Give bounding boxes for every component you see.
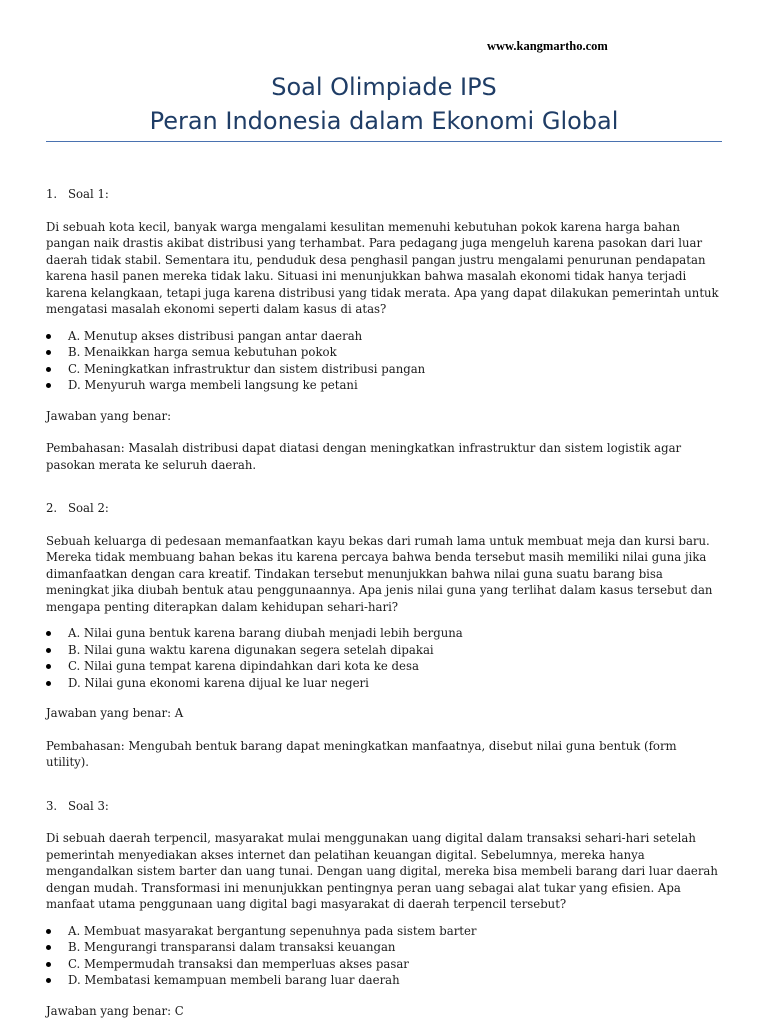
option-text: A. Membuat masyarakat bergantung sepenuhnya pada sistem barter (68, 923, 477, 938)
explanation: Pembahasan: Masalah distribusi dapat diatasi dengan meningkatkan infrastruktur dan sistem logistik agar pasokan merata ke seluruh daerah. (46, 441, 682, 472)
question-label: Soal 1: (68, 187, 109, 201)
option-list (46, 923, 722, 989)
bullet-icon (46, 631, 51, 636)
option-item (46, 377, 722, 394)
option-item (46, 658, 722, 675)
title-divider (46, 141, 722, 142)
option-item (46, 625, 722, 642)
option-text: B. Mengurangi transparansi dalam transaksi keuangan (68, 940, 396, 954)
bullet-icon (46, 367, 51, 372)
question-label: Soal 2: (68, 501, 109, 515)
bullet-icon (46, 383, 51, 388)
option-item (46, 956, 722, 973)
question-1 (46, 186, 722, 473)
option-text: D. Nilai guna ekonomi karena dijual ke luar negeri (68, 675, 369, 690)
option-text: A. Menutup akses distribusi pangan antar daerah (68, 328, 363, 343)
bullet-icon (46, 945, 51, 950)
question-text: Sebuah keluarga di pedesaan memanfaatkan kayu bekas dari rumah lama untuk membuat meja dan kursi baru. Mereka tidak membuang bahan bekas itu karena percaya bahwa benda tersebut masih memiliki nilai guna jika dimanfaatkan dengan cara kreatif. Tindakan tersebut menunjukkan bahwa nilai guna suatu barang bisa meningkat jika diubah bentuk atau penggunaannya. Apa jenis nilai guna yang terlihat dalam kasus tersebut dan mengapa penting diterapkan dalam kehidupan sehari-hari? (46, 533, 713, 614)
website-url: www.kangmartho.com (487, 39, 608, 53)
question-number: 1. (46, 187, 58, 201)
option-item (46, 361, 722, 378)
bullet-icon (46, 350, 51, 355)
question-heading (46, 798, 722, 815)
question-number: 2. (46, 501, 58, 515)
option-list (46, 625, 722, 691)
question-number: 3. (46, 798, 58, 813)
option-item (46, 328, 722, 345)
option-text: C. Mempermudah transaksi dan memperluas akses pasar (68, 956, 409, 971)
bullet-icon (46, 962, 51, 967)
bullet-icon (46, 929, 51, 934)
option-text: C. Meningkatkan infrastruktur dan sistem distribusi pangan (68, 361, 426, 376)
document-body (46, 186, 722, 1019)
question-3 (46, 798, 722, 1020)
option-text: D. Menyuruh warga membeli langsung ke petani (68, 378, 358, 392)
question-label: Soal 3: (68, 798, 109, 813)
question-heading (46, 500, 722, 517)
option-item (46, 972, 722, 989)
bullet-icon (46, 681, 51, 686)
answer-line: Jawaban yang benar: (46, 408, 172, 423)
title-line-2: Peran Indonesia dalam Ekonomi Global (149, 107, 619, 135)
answer-line: Jawaban yang benar: C (46, 1003, 184, 1018)
answer-line: Jawaban yang benar: A (46, 706, 184, 720)
bullet-icon (46, 648, 51, 653)
question-heading (46, 186, 722, 203)
option-list (46, 328, 722, 394)
option-item (46, 923, 722, 940)
question-2 (46, 500, 722, 771)
option-item (46, 675, 722, 692)
option-text: B. Nilai guna waktu karena digunakan segera setelah dipakai (68, 642, 434, 657)
bullet-icon (46, 664, 51, 669)
bullet-icon (46, 334, 51, 339)
title-line-1: Soal Olimpiade IPS (271, 73, 497, 101)
option-text: C. Nilai guna tempat karena dipindahkan dari kota ke desa (68, 659, 419, 673)
option-item (46, 642, 722, 659)
option-text: B. Menaikkan harga semua kebutuhan pokok (68, 345, 337, 359)
option-text: A. Nilai guna bentuk karena barang diubah menjadi lebih berguna (68, 626, 463, 640)
page-title (46, 70, 722, 138)
question-text: Di sebuah kota kecil, banyak warga mengalami kesulitan memenuhi kebutuhan pokok karena harga bahan pangan naik drastis akibat distribusi yang terhambat. Para pedagang juga mengeluh karena pasokan dari luar daerah tidak stabil. Sementara itu, penduduk desa penghasil pangan justru mengalami penurunan pendapatan karena hasil panen mereka tidak laku. Situasi ini menunjukkan bahwa masalah ekonomi tidak hanya terjadi karena kelangkaan, tetapi juga karena distribusi yang tidak merata. Apa yang dapat dilakukan pemerintah untuk mengatasi masalah ekonomi seperti dalam kasus di atas? (46, 219, 719, 316)
option-item (46, 939, 722, 956)
explanation: Pembahasan: Mengubah bentuk barang dapat meningkatkan manfaatnya, disebut nilai guna bentuk (form utility). (46, 738, 677, 769)
question-text: Di sebuah daerah terpencil, masyarakat mulai menggunakan uang digital dalam transaksi sehari-hari setelah pemerintah menyediakan akses internet dan pelatihan keuangan digital. Sebelumnya, mereka hanya mengandalkan sistem barter dan uang tunai. Dengan uang digital, mereka bisa membeli barang dari luar daerah dengan mudah. Transformasi ini menunjukkan pentingnya peran uang sebagai alat tukar yang efisien. Apa manfaat utama penggunaan uang digital bagi masyarakat di daerah terpencil tersebut? (46, 831, 718, 911)
bullet-icon (46, 978, 51, 983)
option-text: D. Membatasi kemampuan membeli barang luar daerah (68, 973, 400, 987)
option-item (46, 344, 722, 361)
